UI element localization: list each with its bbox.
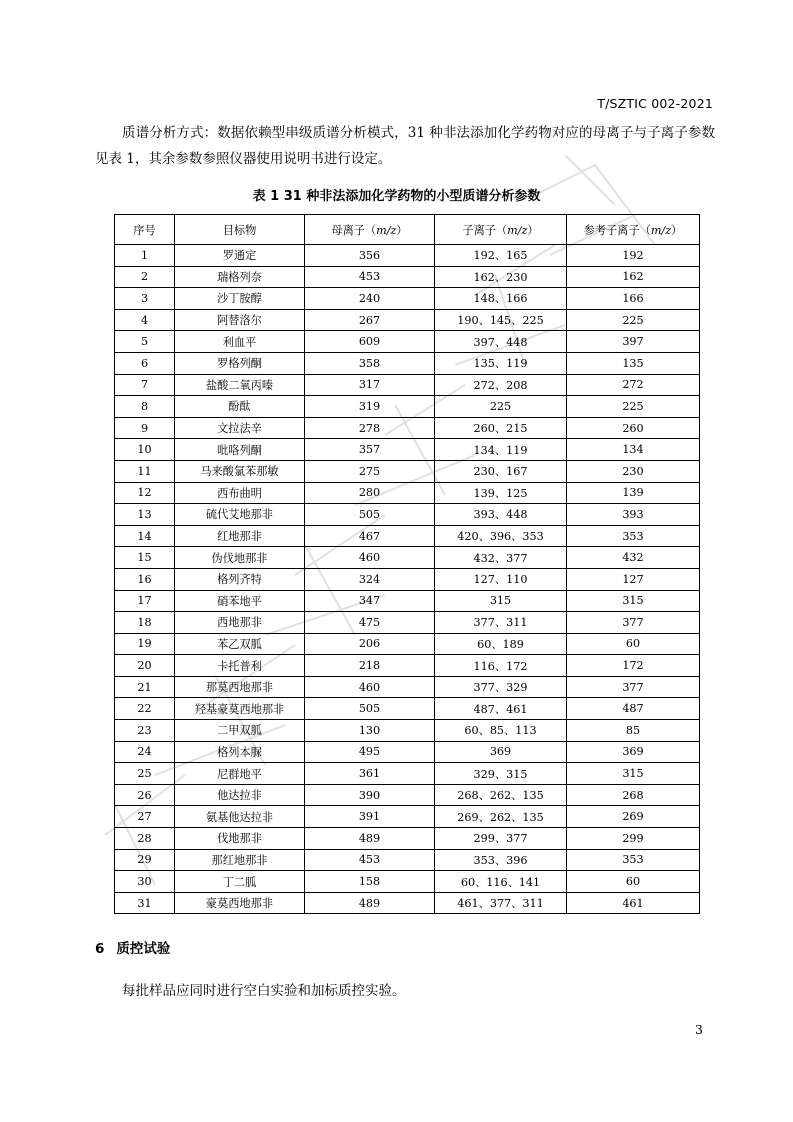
product-ion-cell: 162、230 bbox=[435, 266, 567, 288]
parent-ion-cell: 467 bbox=[305, 525, 435, 547]
seq-cell: 23 bbox=[115, 720, 175, 742]
table-row bbox=[115, 417, 700, 439]
product-ion-cell: 369 bbox=[435, 741, 567, 763]
product-ion-cell: 329、315 bbox=[435, 763, 567, 785]
product-ion-cell: 397、448 bbox=[435, 331, 567, 353]
seq-cell: 5 bbox=[115, 331, 175, 353]
product-ion-cell: 377、329 bbox=[435, 676, 567, 698]
table-header-row bbox=[115, 215, 700, 245]
target-cell: 文拉法辛 bbox=[175, 417, 305, 439]
product-ion-cell: 60、116、141 bbox=[435, 871, 567, 893]
target-cell: 丁二胍 bbox=[175, 871, 305, 893]
target-cell: 氨基他达拉非 bbox=[175, 806, 305, 828]
parent-ion-cell: 361 bbox=[305, 763, 435, 785]
product-ion-cell: 268、262、135 bbox=[435, 784, 567, 806]
seq-cell: 10 bbox=[115, 439, 175, 461]
reference-ion-cell: 230 bbox=[567, 460, 700, 482]
parent-ion-cell: 280 bbox=[305, 482, 435, 504]
target-cell: 盐酸二氧丙嗪 bbox=[175, 374, 305, 396]
table-row bbox=[115, 396, 700, 418]
reference-ion-cell: 85 bbox=[567, 720, 700, 742]
parent-ion-cell: 489 bbox=[305, 892, 435, 914]
reference-ion-cell: 369 bbox=[567, 741, 700, 763]
parent-ion-cell: 130 bbox=[305, 720, 435, 742]
reference-ion-cell: 315 bbox=[567, 763, 700, 785]
reference-ion-cell: 299 bbox=[567, 828, 700, 850]
product-ion-cell: 135、119 bbox=[435, 352, 567, 374]
parent-ion-cell: 206 bbox=[305, 633, 435, 655]
reference-ion-cell: 268 bbox=[567, 784, 700, 806]
seq-cell: 17 bbox=[115, 590, 175, 612]
reference-ion-cell: 432 bbox=[567, 547, 700, 569]
parent-ion-cell: 158 bbox=[305, 871, 435, 893]
table-row bbox=[115, 698, 700, 720]
table-caption: 表 1 31 种非法添加化学药物的小型质谱分析参数 bbox=[252, 189, 541, 204]
seq-cell: 6 bbox=[115, 352, 175, 374]
reference-ion-cell: 135 bbox=[567, 352, 700, 374]
header-seq: 序号 bbox=[115, 215, 175, 245]
table-row bbox=[115, 568, 700, 590]
parent-ion-cell: 319 bbox=[305, 396, 435, 418]
parent-ion-cell: 475 bbox=[305, 612, 435, 634]
table-row bbox=[115, 633, 700, 655]
table-row bbox=[115, 266, 700, 288]
product-ion-cell: 190、145、225 bbox=[435, 309, 567, 331]
table-row bbox=[115, 374, 700, 396]
page-number: 3 bbox=[695, 1022, 703, 1037]
seq-cell: 25 bbox=[115, 763, 175, 785]
header-target: 目标物 bbox=[175, 215, 305, 245]
table-row bbox=[115, 331, 700, 353]
target-cell: 沙丁胺醇 bbox=[175, 288, 305, 310]
parent-ion-cell: 391 bbox=[305, 806, 435, 828]
table-row bbox=[115, 828, 700, 850]
table-row bbox=[115, 439, 700, 461]
table-row bbox=[115, 460, 700, 482]
reference-ion-cell: 353 bbox=[567, 525, 700, 547]
table-row bbox=[115, 504, 700, 526]
seq-cell: 18 bbox=[115, 612, 175, 634]
seq-cell: 4 bbox=[115, 309, 175, 331]
product-ion-cell: 260、215 bbox=[435, 417, 567, 439]
reference-ion-cell: 162 bbox=[567, 266, 700, 288]
reference-ion-cell: 134 bbox=[567, 439, 700, 461]
product-ion-cell: 315 bbox=[435, 590, 567, 612]
parent-ion-cell: 460 bbox=[305, 676, 435, 698]
target-cell: 吡咯列酮 bbox=[175, 439, 305, 461]
seq-cell: 2 bbox=[115, 266, 175, 288]
reference-ion-cell: 461 bbox=[567, 892, 700, 914]
section-number: 6 bbox=[95, 941, 105, 957]
table-row bbox=[115, 612, 700, 634]
seq-cell: 3 bbox=[115, 288, 175, 310]
seq-cell: 30 bbox=[115, 871, 175, 893]
table-row bbox=[115, 245, 700, 267]
qc-paragraph: 每批样品应同时进行空白实验和加标质控实验。 bbox=[122, 983, 406, 999]
target-cell: 罗格列酮 bbox=[175, 352, 305, 374]
reference-ion-cell: 172 bbox=[567, 655, 700, 677]
seq-cell: 9 bbox=[115, 417, 175, 439]
product-ion-cell: 461、377、311 bbox=[435, 892, 567, 914]
header-parent-ion: 母离子（m/z） bbox=[305, 215, 435, 245]
target-cell: 阿替洛尔 bbox=[175, 309, 305, 331]
parent-ion-cell: 317 bbox=[305, 374, 435, 396]
reference-ion-cell: 192 bbox=[567, 245, 700, 267]
target-cell: 二甲双胍 bbox=[175, 720, 305, 742]
parent-ion-cell: 453 bbox=[305, 849, 435, 871]
product-ion-cell: 272、208 bbox=[435, 374, 567, 396]
header-product-ion: 子离子（m/z） bbox=[435, 215, 567, 245]
table-row bbox=[115, 655, 700, 677]
seq-cell: 24 bbox=[115, 741, 175, 763]
target-cell: 格列本脲 bbox=[175, 741, 305, 763]
target-cell: 西地那非 bbox=[175, 612, 305, 634]
reference-ion-cell: 377 bbox=[567, 612, 700, 634]
seq-cell: 20 bbox=[115, 655, 175, 677]
target-cell: 他达拉非 bbox=[175, 784, 305, 806]
target-cell: 那莫西地那非 bbox=[175, 676, 305, 698]
reference-ion-cell: 60 bbox=[567, 633, 700, 655]
reference-ion-cell: 139 bbox=[567, 482, 700, 504]
reference-ion-cell: 60 bbox=[567, 871, 700, 893]
section-heading bbox=[95, 937, 170, 957]
parent-ion-cell: 495 bbox=[305, 741, 435, 763]
product-ion-cell: 139、125 bbox=[435, 482, 567, 504]
product-ion-cell: 192、165 bbox=[435, 245, 567, 267]
reference-ion-cell: 225 bbox=[567, 309, 700, 331]
product-ion-cell: 420、396、353 bbox=[435, 525, 567, 547]
table-row bbox=[115, 871, 700, 893]
parent-ion-cell: 278 bbox=[305, 417, 435, 439]
parent-ion-cell: 358 bbox=[305, 352, 435, 374]
reference-ion-cell: 397 bbox=[567, 331, 700, 353]
target-cell: 硝苯地平 bbox=[175, 590, 305, 612]
parent-ion-cell: 347 bbox=[305, 590, 435, 612]
target-cell: 酚酞 bbox=[175, 396, 305, 418]
product-ion-cell: 377、311 bbox=[435, 612, 567, 634]
reference-ion-cell: 225 bbox=[567, 396, 700, 418]
seq-cell: 15 bbox=[115, 547, 175, 569]
table-row bbox=[115, 352, 700, 374]
target-cell: 西布曲明 bbox=[175, 482, 305, 504]
product-ion-cell: 432、377 bbox=[435, 547, 567, 569]
product-ion-cell: 225 bbox=[435, 396, 567, 418]
ms-parameters-table bbox=[114, 214, 700, 914]
table-row bbox=[115, 482, 700, 504]
parent-ion-cell: 453 bbox=[305, 266, 435, 288]
target-cell: 伐地那非 bbox=[175, 828, 305, 850]
target-cell: 那红地那非 bbox=[175, 849, 305, 871]
parent-ion-cell: 505 bbox=[305, 504, 435, 526]
standard-code: T/SZTIC 002-2021 bbox=[597, 96, 713, 111]
target-cell: 豪莫西地那非 bbox=[175, 892, 305, 914]
table-body bbox=[115, 245, 700, 914]
reference-ion-cell: 377 bbox=[567, 676, 700, 698]
reference-ion-cell: 487 bbox=[567, 698, 700, 720]
parent-ion-cell: 357 bbox=[305, 439, 435, 461]
target-cell: 罗通定 bbox=[175, 245, 305, 267]
reference-ion-cell: 393 bbox=[567, 504, 700, 526]
target-cell: 利血平 bbox=[175, 331, 305, 353]
table-row bbox=[115, 763, 700, 785]
product-ion-cell: 487、461 bbox=[435, 698, 567, 720]
target-cell: 红地那非 bbox=[175, 525, 305, 547]
seq-cell: 27 bbox=[115, 806, 175, 828]
table-row bbox=[115, 676, 700, 698]
seq-cell: 28 bbox=[115, 828, 175, 850]
reference-ion-cell: 315 bbox=[567, 590, 700, 612]
table-row bbox=[115, 784, 700, 806]
parent-ion-cell: 356 bbox=[305, 245, 435, 267]
seq-cell: 13 bbox=[115, 504, 175, 526]
parent-ion-cell: 218 bbox=[305, 655, 435, 677]
product-ion-cell: 60、189 bbox=[435, 633, 567, 655]
target-cell: 伪伐地那非 bbox=[175, 547, 305, 569]
product-ion-cell: 353、396 bbox=[435, 849, 567, 871]
table-row bbox=[115, 288, 700, 310]
header-reference-ion: 参考子离子（m/z） bbox=[567, 215, 700, 245]
seq-cell: 31 bbox=[115, 892, 175, 914]
product-ion-cell: 230、167 bbox=[435, 460, 567, 482]
reference-ion-cell: 353 bbox=[567, 849, 700, 871]
product-ion-cell: 393、448 bbox=[435, 504, 567, 526]
target-cell: 尼群地平 bbox=[175, 763, 305, 785]
parent-ion-cell: 390 bbox=[305, 784, 435, 806]
seq-cell: 19 bbox=[115, 633, 175, 655]
parent-ion-cell: 609 bbox=[305, 331, 435, 353]
product-ion-cell: 269、262、135 bbox=[435, 806, 567, 828]
seq-cell: 21 bbox=[115, 676, 175, 698]
target-cell: 马来酸氯苯那敏 bbox=[175, 460, 305, 482]
product-ion-cell: 60、85、113 bbox=[435, 720, 567, 742]
reference-ion-cell: 127 bbox=[567, 568, 700, 590]
parent-ion-cell: 240 bbox=[305, 288, 435, 310]
target-cell: 羟基豪莫西地那非 bbox=[175, 698, 305, 720]
target-cell: 苯乙双胍 bbox=[175, 633, 305, 655]
parent-ion-cell: 267 bbox=[305, 309, 435, 331]
section-title: 质控试验 bbox=[116, 941, 171, 957]
reference-ion-cell: 260 bbox=[567, 417, 700, 439]
product-ion-cell: 299、377 bbox=[435, 828, 567, 850]
product-ion-cell: 148、166 bbox=[435, 288, 567, 310]
reference-ion-cell: 269 bbox=[567, 806, 700, 828]
intro-paragraph: 质谱分析方式：数据依赖型串级质谱分析模式，31 种非法添加化学药物对应的母离子与子离子参数见表 1，其余参数参照仪器使用说明书进行设定。 bbox=[95, 125, 715, 167]
seq-cell: 26 bbox=[115, 784, 175, 806]
table-row bbox=[115, 806, 700, 828]
table-row bbox=[115, 590, 700, 612]
table-row bbox=[115, 525, 700, 547]
parent-ion-cell: 460 bbox=[305, 547, 435, 569]
product-ion-cell: 116、172 bbox=[435, 655, 567, 677]
seq-cell: 16 bbox=[115, 568, 175, 590]
table-row bbox=[115, 849, 700, 871]
table-row bbox=[115, 547, 700, 569]
target-cell: 硫代艾地那非 bbox=[175, 504, 305, 526]
seq-cell: 22 bbox=[115, 698, 175, 720]
target-cell: 瑞格列奈 bbox=[175, 266, 305, 288]
seq-cell: 1 bbox=[115, 245, 175, 267]
table-row bbox=[115, 892, 700, 914]
table-row bbox=[115, 741, 700, 763]
seq-cell: 29 bbox=[115, 849, 175, 871]
reference-ion-cell: 272 bbox=[567, 374, 700, 396]
target-cell: 格列齐特 bbox=[175, 568, 305, 590]
table-row bbox=[115, 309, 700, 331]
seq-cell: 7 bbox=[115, 374, 175, 396]
reference-ion-cell: 166 bbox=[567, 288, 700, 310]
parent-ion-cell: 275 bbox=[305, 460, 435, 482]
parent-ion-cell: 505 bbox=[305, 698, 435, 720]
seq-cell: 14 bbox=[115, 525, 175, 547]
product-ion-cell: 127、110 bbox=[435, 568, 567, 590]
parent-ion-cell: 324 bbox=[305, 568, 435, 590]
parent-ion-cell: 489 bbox=[305, 828, 435, 850]
seq-cell: 11 bbox=[115, 460, 175, 482]
seq-cell: 8 bbox=[115, 396, 175, 418]
target-cell: 卡托普利 bbox=[175, 655, 305, 677]
seq-cell: 12 bbox=[115, 482, 175, 504]
table-row bbox=[115, 720, 700, 742]
product-ion-cell: 134、119 bbox=[435, 439, 567, 461]
